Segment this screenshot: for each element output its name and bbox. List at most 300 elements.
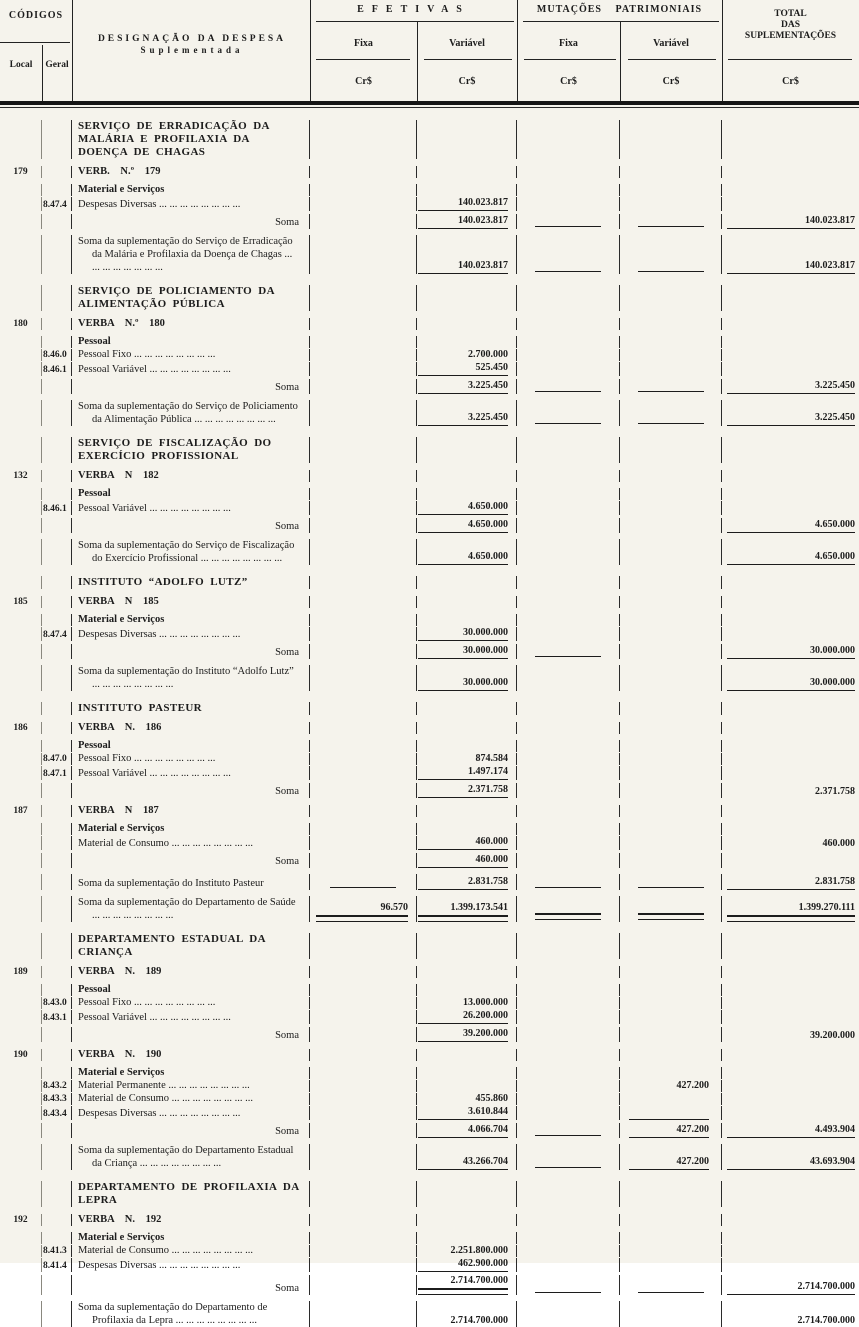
designacao-text: Pessoal <box>78 984 111 995</box>
local-code: 185 <box>13 597 28 607</box>
amount: 30.000.000 <box>418 645 508 659</box>
cell-efetivas-fixa <box>310 488 417 500</box>
cell-mutacoes-variavel <box>620 1275 722 1295</box>
cell-mutacoes-fixa <box>517 1245 620 1257</box>
cell-mutacoes-variavel <box>620 1123 722 1138</box>
cell-local-code <box>0 1232 42 1244</box>
cell-mutacoes-fixa <box>517 665 620 691</box>
cell-designacao <box>72 1027 310 1042</box>
cell-mutacoes-variavel <box>620 853 722 868</box>
cell-geral-code <box>42 766 72 780</box>
cell-designacao <box>72 1301 310 1327</box>
cell-mutacoes-variavel <box>620 740 722 752</box>
cell-efetivas-fixa <box>310 1093 417 1105</box>
rule-dash <box>535 877 601 888</box>
cell-designacao <box>72 805 310 817</box>
cell-mutacoes-variavel <box>620 1010 722 1024</box>
cell-efetivas-variavel <box>417 702 517 715</box>
rule-dash <box>535 1157 601 1168</box>
designacao-text: VERB. N.º 179 <box>78 166 161 177</box>
cell-efetivas-variavel <box>417 1181 517 1207</box>
table-row-soma <box>0 518 859 533</box>
cell-geral-code <box>42 644 72 659</box>
designacao-text: VERBA N. 192 <box>78 1214 162 1225</box>
cell-geral-code <box>42 1245 72 1257</box>
amount: 3.225.450 <box>727 412 855 426</box>
cell-geral-code <box>42 166 72 178</box>
cell-total <box>722 1123 859 1138</box>
cell-mutacoes-fixa <box>517 766 620 780</box>
divider <box>517 0 518 101</box>
cell-total <box>722 753 859 765</box>
cell-efetivas-variavel <box>417 753 517 765</box>
cell-mutacoes-variavel <box>620 997 722 1009</box>
cell-mutacoes-variavel <box>620 1027 722 1042</box>
cell-geral-code <box>42 1049 72 1061</box>
cell-local-code <box>0 1245 42 1257</box>
designacao-text: Pessoal Variável ... ... ... ... ... ... ... ... <box>78 768 231 779</box>
table-row-title <box>0 1181 859 1207</box>
cell-mutacoes-fixa <box>517 1181 620 1207</box>
cell-mutacoes-variavel <box>620 896 722 922</box>
cell-efetivas-variavel <box>417 766 517 780</box>
cell-efetivas-fixa <box>310 627 417 641</box>
cell-local-code <box>0 400 42 426</box>
designacao-text: Pessoal Variável ... ... ... ... ... ... ... ... <box>78 1012 231 1023</box>
cell-designacao <box>72 933 310 959</box>
cell-total <box>722 596 859 608</box>
cell-mutacoes-fixa <box>517 1067 620 1079</box>
cell-mutacoes-variavel <box>620 1245 722 1257</box>
amount: 4.650.000 <box>727 519 855 533</box>
cell-mutacoes-variavel <box>620 488 722 500</box>
header-total-line3: SUPLEMENTAÇÕES <box>744 31 837 41</box>
designacao-text: INSTITUTO PASTEUR <box>78 702 203 714</box>
cell-mutacoes-variavel <box>620 874 722 890</box>
table-row-item <box>0 1010 859 1024</box>
cell-efetivas-fixa <box>310 702 417 715</box>
cell-mutacoes-variavel <box>620 1106 722 1120</box>
cell-geral-code <box>42 740 72 752</box>
geral-code: 8.43.0 <box>43 998 67 1008</box>
cell-mutacoes-variavel <box>620 823 722 835</box>
cell-local-code <box>0 644 42 659</box>
designacao-text: Soma da suplementação do Serviço de Policiamento da Alimentação Pública ... ... ... ... ... ... ... ... <box>78 401 298 425</box>
amount: 30.000.000 <box>727 645 855 659</box>
table-row-verba <box>0 722 859 734</box>
cell-efetivas-variavel <box>417 518 517 533</box>
cell-mutacoes-fixa <box>517 437 620 463</box>
cell-efetivas-variavel <box>417 197 517 211</box>
header-designacao <box>76 34 308 57</box>
cell-efetivas-fixa <box>310 766 417 780</box>
geral-code: 8.47.4 <box>43 200 67 210</box>
cell-designacao <box>72 1144 310 1170</box>
cell-total <box>722 836 859 850</box>
header-cr-mutacoes-fixa: Cr$ <box>560 76 577 87</box>
cell-designacao <box>72 318 310 330</box>
designacao-text: DEPARTAMENTO ESTADUAL DA CRIANÇA <box>78 933 266 958</box>
amount: 2.714.700.000 <box>450 1315 508 1326</box>
table-row-verba <box>0 966 859 978</box>
cell-mutacoes-fixa <box>517 400 620 426</box>
cell-mutacoes-fixa <box>517 702 620 715</box>
amount: 427.200 <box>629 1156 709 1170</box>
cell-total <box>722 470 859 482</box>
cell-geral-code <box>42 120 72 159</box>
table-row-verba <box>0 318 859 330</box>
designacao-text: Material e Serviços <box>78 184 165 195</box>
cell-efetivas-fixa <box>310 823 417 835</box>
cell-efetivas-variavel <box>417 823 517 835</box>
cell-total <box>722 1258 859 1272</box>
cell-total <box>722 1214 859 1226</box>
table-row-group <box>0 336 859 348</box>
cell-mutacoes-variavel <box>620 349 722 361</box>
cell-local-code <box>0 336 42 348</box>
cell-mutacoes-variavel <box>620 214 722 229</box>
table-row-title <box>0 285 859 311</box>
cell-efetivas-variavel <box>417 576 517 589</box>
cell-mutacoes-variavel <box>620 766 722 780</box>
cell-total <box>722 1245 859 1257</box>
table-row-item <box>0 501 859 515</box>
cell-efetivas-variavel <box>417 488 517 500</box>
table-row-item <box>0 1093 859 1105</box>
cell-designacao <box>72 722 310 734</box>
local-code: 186 <box>13 723 28 733</box>
rule-dash <box>535 381 601 392</box>
cell-local-code <box>0 1275 42 1295</box>
cell-geral-code <box>42 722 72 734</box>
table-row-soma <box>0 853 859 868</box>
header-mutacoes-variavel: Variável <box>653 38 689 49</box>
cell-local-code <box>0 539 42 565</box>
cell-total <box>722 197 859 211</box>
codigos-rule <box>0 42 70 43</box>
amount: 140.023.817 <box>418 197 508 211</box>
cell-efetivas-variavel <box>417 379 517 394</box>
cell-mutacoes-variavel <box>620 1049 722 1061</box>
cell-efetivas-fixa <box>310 1232 417 1244</box>
designacao-text: Despesas Diversas ... ... ... ... ... ... ... ... <box>78 629 241 640</box>
cell-mutacoes-variavel <box>620 1214 722 1226</box>
cell-geral-code <box>42 1275 72 1295</box>
header-designacao-line2: Suplementada <box>140 45 244 55</box>
cell-mutacoes-fixa <box>517 362 620 376</box>
designacao-text: Soma da suplementação do Serviço de Fiscalização do Exercício Profissional ... ... ... ... ... ... ... ... <box>78 540 295 564</box>
cell-mutacoes-fixa <box>517 1106 620 1120</box>
designacao-text: Material e Serviços <box>78 1067 165 1078</box>
cell-total <box>722 1093 859 1105</box>
cell-local-code <box>0 805 42 817</box>
cell-geral-code <box>42 518 72 533</box>
cell-designacao <box>72 539 310 565</box>
geral-code: 8.47.1 <box>43 769 67 779</box>
cell-local-code <box>0 1049 42 1061</box>
cell-efetivas-fixa <box>310 349 417 361</box>
designacao-text: Despesas Diversas ... ... ... ... ... ... ... ... <box>78 1260 241 1271</box>
amount: 2.251.800.000 <box>450 1245 508 1256</box>
cell-mutacoes-variavel <box>620 197 722 211</box>
cell-mutacoes-fixa <box>517 722 620 734</box>
cell-efetivas-fixa <box>310 1080 417 1092</box>
geral-code: 8.47.0 <box>43 754 67 764</box>
cell-mutacoes-variavel <box>620 318 722 330</box>
cell-efetivas-variavel <box>417 1093 517 1105</box>
cell-mutacoes-fixa <box>517 1214 620 1226</box>
cell-efetivas-fixa <box>310 933 417 959</box>
cell-geral-code <box>42 874 72 890</box>
cell-local-code <box>0 1010 42 1024</box>
cell-geral-code <box>42 214 72 229</box>
local-code: 190 <box>13 1050 28 1060</box>
header-total-line2: DAS <box>780 20 800 30</box>
designacao-text: Material Permanente ... ... ... ... ... ... ... ... <box>78 1080 250 1091</box>
cell-mutacoes-fixa <box>517 874 620 890</box>
cell-efetivas-variavel <box>417 722 517 734</box>
cell-geral-code <box>42 805 72 817</box>
cell-efetivas-fixa <box>310 1245 417 1257</box>
cell-designacao <box>72 823 310 835</box>
cell-mutacoes-fixa <box>517 1027 620 1042</box>
cell-local-code <box>0 614 42 626</box>
table-row-item <box>0 627 859 641</box>
cell-geral-code <box>42 1080 72 1092</box>
cell-mutacoes-variavel <box>620 753 722 765</box>
cell-mutacoes-variavel <box>620 166 722 178</box>
cell-total <box>722 665 859 691</box>
cell-total <box>722 805 859 817</box>
table-body <box>0 105 859 1327</box>
geral-code: 8.41.4 <box>43 1261 67 1271</box>
rule-dash <box>535 1125 601 1136</box>
cell-local-code <box>0 214 42 229</box>
cell-efetivas-variavel <box>417 285 517 311</box>
cell-geral-code <box>42 1258 72 1272</box>
cell-mutacoes-variavel <box>620 184 722 196</box>
cell-mutacoes-fixa <box>517 336 620 348</box>
cell-total <box>722 400 859 426</box>
cell-mutacoes-fixa <box>517 214 620 229</box>
designacao-text: Material e Serviços <box>78 614 165 625</box>
cell-efetivas-variavel <box>417 836 517 850</box>
designacao-text: Material e Serviços <box>78 1232 165 1243</box>
table-row-group <box>0 984 859 996</box>
amount: 4.650.000 <box>418 501 508 515</box>
amount: 4.650.000 <box>418 551 508 565</box>
amount: 2.714.700.000 <box>797 1315 855 1326</box>
designacao-text: Soma da suplementação do Departamento de Profilaxia da Lepra ... ... ... ... ... ... ... ... <box>78 1302 268 1326</box>
amount: 462.900.000 <box>418 1258 508 1272</box>
rule-dash <box>638 381 704 392</box>
cell-designacao <box>72 437 310 463</box>
cell-local-code <box>0 362 42 376</box>
cell-efetivas-variavel <box>417 896 517 922</box>
designacao-text: VERBA N. 186 <box>78 722 162 733</box>
table-row-group <box>0 184 859 196</box>
designacao-text: Pessoal <box>78 740 111 751</box>
cell-local-code <box>0 285 42 311</box>
soma-label: Soma <box>275 1030 299 1041</box>
cell-designacao <box>72 336 310 348</box>
amount: 3.225.450 <box>418 412 508 426</box>
cell-designacao <box>72 184 310 196</box>
cell-total <box>722 214 859 229</box>
cell-mutacoes-fixa <box>517 1232 620 1244</box>
cell-mutacoes-fixa <box>517 1301 620 1327</box>
cell-mutacoes-fixa <box>517 984 620 996</box>
cell-efetivas-fixa <box>310 197 417 211</box>
cell-geral-code <box>42 285 72 311</box>
cell-efetivas-fixa <box>310 437 417 463</box>
cell-total <box>722 488 859 500</box>
cell-efetivas-fixa <box>310 214 417 229</box>
table-row-ssup <box>0 539 859 565</box>
cell-local-code <box>0 1106 42 1120</box>
cell-designacao <box>72 1232 310 1244</box>
local-code: 179 <box>13 167 28 177</box>
cell-mutacoes-variavel <box>620 665 722 691</box>
cell-designacao <box>72 576 310 589</box>
cell-total <box>722 1144 859 1170</box>
cell-geral-code <box>42 853 72 868</box>
cell-geral-code <box>42 470 72 482</box>
cell-local-code <box>0 997 42 1009</box>
cell-total <box>722 437 859 463</box>
cell-total <box>722 362 859 376</box>
cell-total <box>722 1275 859 1295</box>
cell-efetivas-fixa <box>310 1027 417 1042</box>
cell-local-code <box>0 576 42 589</box>
cell-total <box>722 1080 859 1092</box>
cell-total <box>722 336 859 348</box>
cell-designacao <box>72 518 310 533</box>
cell-total <box>722 501 859 515</box>
amount: 427.200 <box>676 1080 709 1091</box>
rule-dash <box>535 413 601 424</box>
cell-local-code <box>0 823 42 835</box>
cell-efetivas-fixa <box>310 753 417 765</box>
cell-efetivas-variavel <box>417 853 517 868</box>
cell-mutacoes-fixa <box>517 997 620 1009</box>
cell-efetivas-variavel <box>417 984 517 996</box>
cell-mutacoes-variavel <box>620 933 722 959</box>
cell-geral-code <box>42 665 72 691</box>
amount: 4.066.704 <box>418 1124 508 1138</box>
cell-efetivas-fixa <box>310 722 417 734</box>
cell-mutacoes-fixa <box>517 488 620 500</box>
cell-geral-code <box>42 702 72 715</box>
cell-efetivas-fixa <box>310 1106 417 1120</box>
cell-geral-code <box>42 488 72 500</box>
cell-mutacoes-fixa <box>517 1093 620 1105</box>
cell-mutacoes-fixa <box>517 1049 620 1061</box>
cell-efetivas-fixa <box>310 1181 417 1207</box>
cell-efetivas-variavel <box>417 1275 517 1295</box>
amount: 26.200.000 <box>418 1010 508 1024</box>
cell-designacao <box>72 235 310 274</box>
cell-total <box>722 740 859 752</box>
cell-efetivas-variavel <box>417 1144 517 1170</box>
cell-designacao <box>72 766 310 780</box>
amount: 4.493.904 <box>727 1124 855 1138</box>
amount: 3.610.844 <box>418 1106 508 1120</box>
cell-mutacoes-fixa <box>517 783 620 798</box>
designacao-text: Soma da suplementação do Instituto “Adolfo Lutz” ... ... ... ... ... ... ... ... <box>78 666 294 690</box>
designacao-text: Material de Consumo ... ... ... ... ... ... ... ... <box>78 1245 253 1256</box>
table-row-group <box>0 614 859 626</box>
cell-local-code <box>0 665 42 691</box>
cell-mutacoes-variavel <box>620 805 722 817</box>
soma-label: Soma <box>275 786 299 797</box>
cell-efetivas-variavel <box>417 627 517 641</box>
cell-mutacoes-fixa <box>517 896 620 922</box>
cell-mutacoes-fixa <box>517 166 620 178</box>
cell-efetivas-fixa <box>310 285 417 311</box>
cell-designacao <box>72 1275 310 1295</box>
cell-efetivas-variavel <box>417 1214 517 1226</box>
header-efetivas-fixa: Fixa <box>354 38 373 49</box>
cell-designacao <box>72 783 310 798</box>
cell-local-code <box>0 753 42 765</box>
cell-designacao <box>72 874 310 890</box>
table-row-ssup <box>0 896 859 922</box>
cell-efetivas-variavel <box>417 349 517 361</box>
cell-efetivas-variavel <box>417 501 517 515</box>
cell-geral-code <box>42 1181 72 1207</box>
cell-geral-code <box>42 1106 72 1120</box>
cell-designacao <box>72 836 310 850</box>
cell-efetivas-fixa <box>310 896 417 922</box>
cell-efetivas-fixa <box>310 518 417 533</box>
cell-mutacoes-fixa <box>517 470 620 482</box>
table-row-group <box>0 740 859 752</box>
cell-local-code <box>0 501 42 515</box>
cell-geral-code <box>42 984 72 996</box>
cell-efetivas-variavel <box>417 400 517 426</box>
rule-dash <box>638 216 704 227</box>
amount: 1.399.173.541 <box>418 902 508 916</box>
cell-geral-code <box>42 1232 72 1244</box>
cell-local-code <box>0 933 42 959</box>
designacao-text: Despesas Diversas ... ... ... ... ... ... ... ... <box>78 1108 241 1119</box>
cell-mutacoes-fixa <box>517 120 620 159</box>
amount: 874.584 <box>475 753 508 764</box>
cell-total <box>722 997 859 1009</box>
rule <box>628 59 716 60</box>
cell-local-code <box>0 166 42 178</box>
table-row-title <box>0 933 859 959</box>
designacao-text: Material e Serviços <box>78 823 165 834</box>
cell-efetivas-variavel <box>417 740 517 752</box>
cell-geral-code <box>42 1301 72 1327</box>
cell-mutacoes-variavel <box>620 1301 722 1327</box>
cell-efetivas-variavel <box>417 184 517 196</box>
cell-efetivas-variavel <box>417 235 517 274</box>
cell-efetivas-variavel <box>417 1301 517 1327</box>
table-row-title <box>0 576 859 589</box>
cell-total <box>722 349 859 361</box>
cell-local-code <box>0 740 42 752</box>
cell-mutacoes-variavel <box>620 984 722 996</box>
table-row-item <box>0 197 859 211</box>
cell-total <box>722 1027 859 1042</box>
cell-designacao <box>72 1067 310 1079</box>
cell-total <box>722 966 859 978</box>
cell-mutacoes-fixa <box>517 740 620 752</box>
table-row-title <box>0 702 859 715</box>
